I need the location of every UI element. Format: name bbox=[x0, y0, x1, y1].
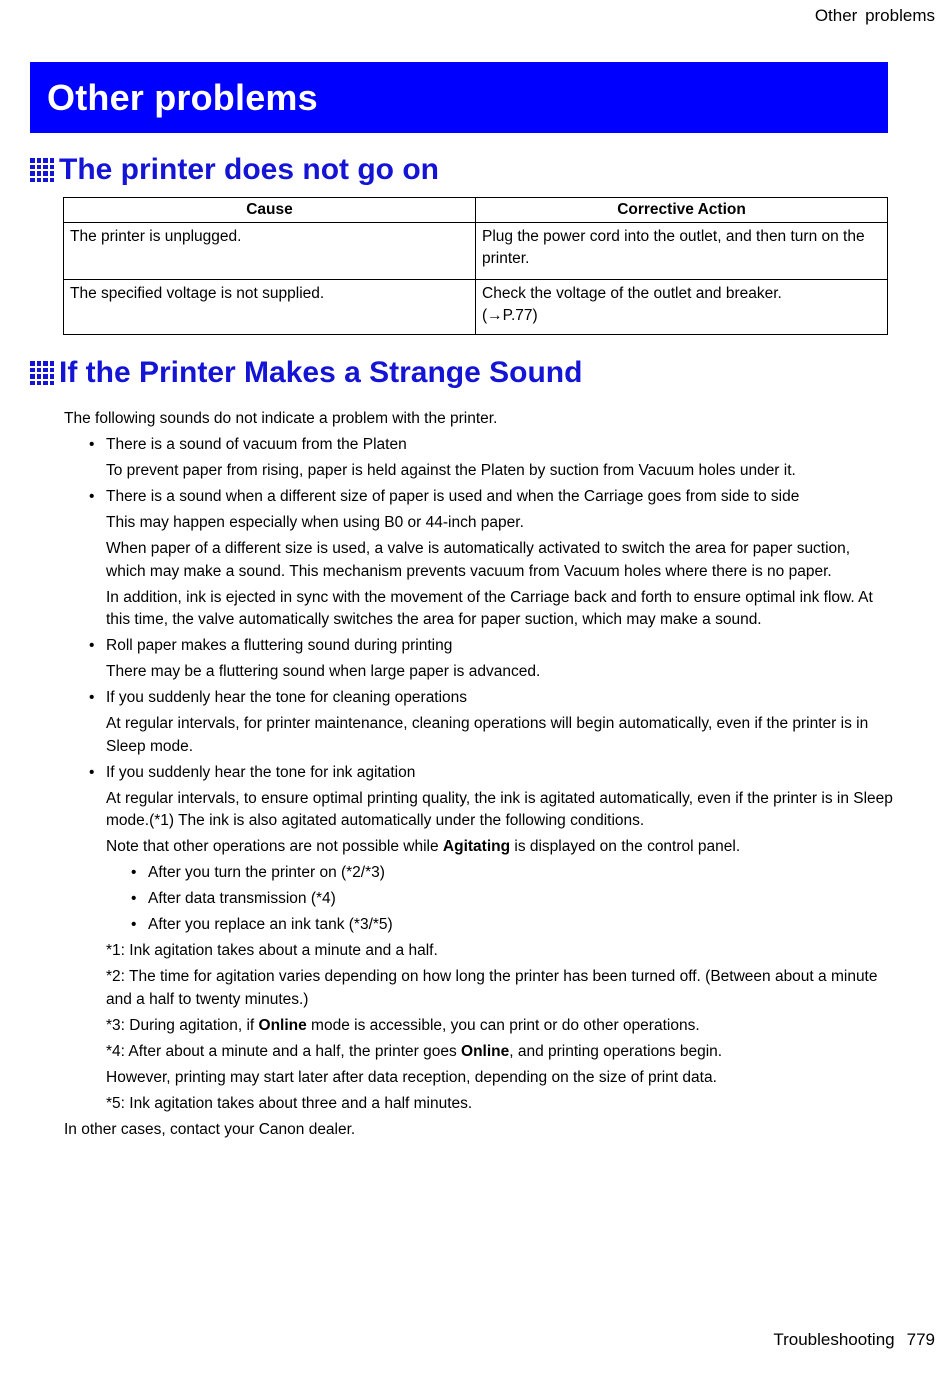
section-heading-strange-sound bbox=[30, 356, 582, 390]
section-heading-text: The printer does not go on bbox=[59, 153, 439, 186]
table-header-action: Corrective Action bbox=[476, 198, 888, 223]
bullet-icon: • bbox=[89, 637, 95, 654]
cause-cell: The printer is unplugged. bbox=[64, 223, 476, 280]
section-body bbox=[64, 408, 894, 1141]
running-footer bbox=[773, 1330, 935, 1350]
footnote: *4: After about a minute and a half, the printer goes Online, and printing operations begin. bbox=[106, 1042, 723, 1060]
page-reference-link[interactable]: (→P.77) bbox=[482, 307, 538, 324]
agitating-label: Agitating bbox=[442, 838, 511, 855]
footnote: *3: During agitation, if Online mode is accessible, you can print or do other operations. bbox=[106, 1016, 700, 1034]
paragraph: Note that other operations are not possible while Agitating is displayed on the control panel. bbox=[106, 838, 741, 855]
running-header: Other problems bbox=[814, 6, 935, 25]
table-header-cause: Cause bbox=[64, 198, 476, 223]
closing-paragraph: In other cases, contact your Canon dealer. bbox=[64, 1120, 356, 1138]
paragraph: To prevent paper from rising, paper is held against the Platen by suction from Vacuum holes under it. bbox=[106, 462, 796, 479]
section-heading-text: If the Printer Makes a Strange Sound bbox=[59, 356, 583, 389]
list-item: • Roll paper makes a fluttering sound during printing bbox=[64, 635, 894, 658]
paragraph: When paper of a different size is used, a valve is automatically activated to switch the area for paper suction, which may make a sound. This mechanism prevents vacuum from Vacuum holes where there is no paper. bbox=[106, 540, 851, 580]
bullet-icon: • bbox=[89, 488, 95, 505]
bullet-icon: • bbox=[131, 890, 137, 907]
action-cell: Plug the power cord into the outlet, and then turn on the printer. bbox=[476, 223, 888, 280]
grid-icon bbox=[30, 158, 54, 182]
online-label: Online bbox=[461, 1042, 510, 1060]
footer-section-name: Troubleshooting bbox=[773, 1330, 895, 1349]
grid-icon bbox=[30, 361, 54, 385]
list-item: • If you suddenly hear the tone for cleaning operations bbox=[64, 687, 894, 710]
paragraph: This may happen especially when using B0 or 44-inch paper. bbox=[106, 514, 524, 531]
list-item: • There is a sound of vacuum from the Platen bbox=[64, 434, 894, 457]
action-cell bbox=[476, 280, 888, 335]
page-number: 779 bbox=[906, 1330, 935, 1349]
sub-list-item: • After you replace an ink tank (*3/*5) bbox=[64, 914, 894, 937]
online-label: Online bbox=[258, 1016, 307, 1034]
bullet-icon: • bbox=[89, 689, 95, 706]
footnote: *1: Ink agitation takes about a minute and a half. bbox=[106, 942, 438, 959]
footnote: *5: Ink agitation takes about three and a half minutes. bbox=[106, 1094, 473, 1112]
list-item: • If you suddenly hear the tone for ink agitation bbox=[64, 762, 894, 785]
table-row bbox=[64, 223, 888, 280]
action-text: Check the voltage of the outlet and breaker. bbox=[482, 285, 782, 302]
footnote: *2: The time for agitation varies depending on how long the printer has been turned off. (Between about a minute and a half to twenty minutes.) bbox=[106, 968, 878, 1008]
sub-list-item: • After you turn the printer on (*2/*3) bbox=[64, 862, 894, 885]
bullet-icon: • bbox=[89, 763, 95, 781]
cause-cell: The specified voltage is not supplied. bbox=[64, 280, 476, 335]
page-title-banner: Other problems bbox=[30, 62, 888, 133]
sub-list-item: • After data transmission (*4) bbox=[64, 888, 894, 911]
paragraph: In addition, ink is ejected in sync with the movement of the Carriage back and forth to ensure optimal ink flow. At this time, the valve automatically switches the area for paper suction, which may make a sound. bbox=[106, 588, 873, 628]
list-item: • There is a sound when a different size of paper is used and when the Carriage goes from side to side bbox=[64, 486, 894, 509]
troubleshooting-table bbox=[63, 197, 888, 335]
footnote: However, printing may start later after data reception, depending on the size of print data. bbox=[106, 1068, 717, 1086]
paragraph: There may be a fluttering sound when large paper is advanced. bbox=[106, 663, 541, 680]
paragraph: At regular intervals, for printer maintenance, cleaning operations will begin automatically, even if the printer is in Sleep mode. bbox=[106, 715, 869, 755]
bullet-icon: • bbox=[131, 916, 137, 933]
table-row bbox=[64, 280, 888, 335]
paragraph: At regular intervals, to ensure optimal printing quality, the ink is agitated automatically, even if the printer is in Sleep mode.(*1) The ink is also agitated automatically under the following conditions. bbox=[106, 789, 893, 829]
bullet-icon: • bbox=[131, 864, 137, 881]
section-heading-printer-not-on bbox=[30, 153, 439, 187]
intro-paragraph: The following sounds do not indicate a problem with the printer. bbox=[64, 410, 498, 427]
bullet-icon: • bbox=[89, 436, 95, 453]
